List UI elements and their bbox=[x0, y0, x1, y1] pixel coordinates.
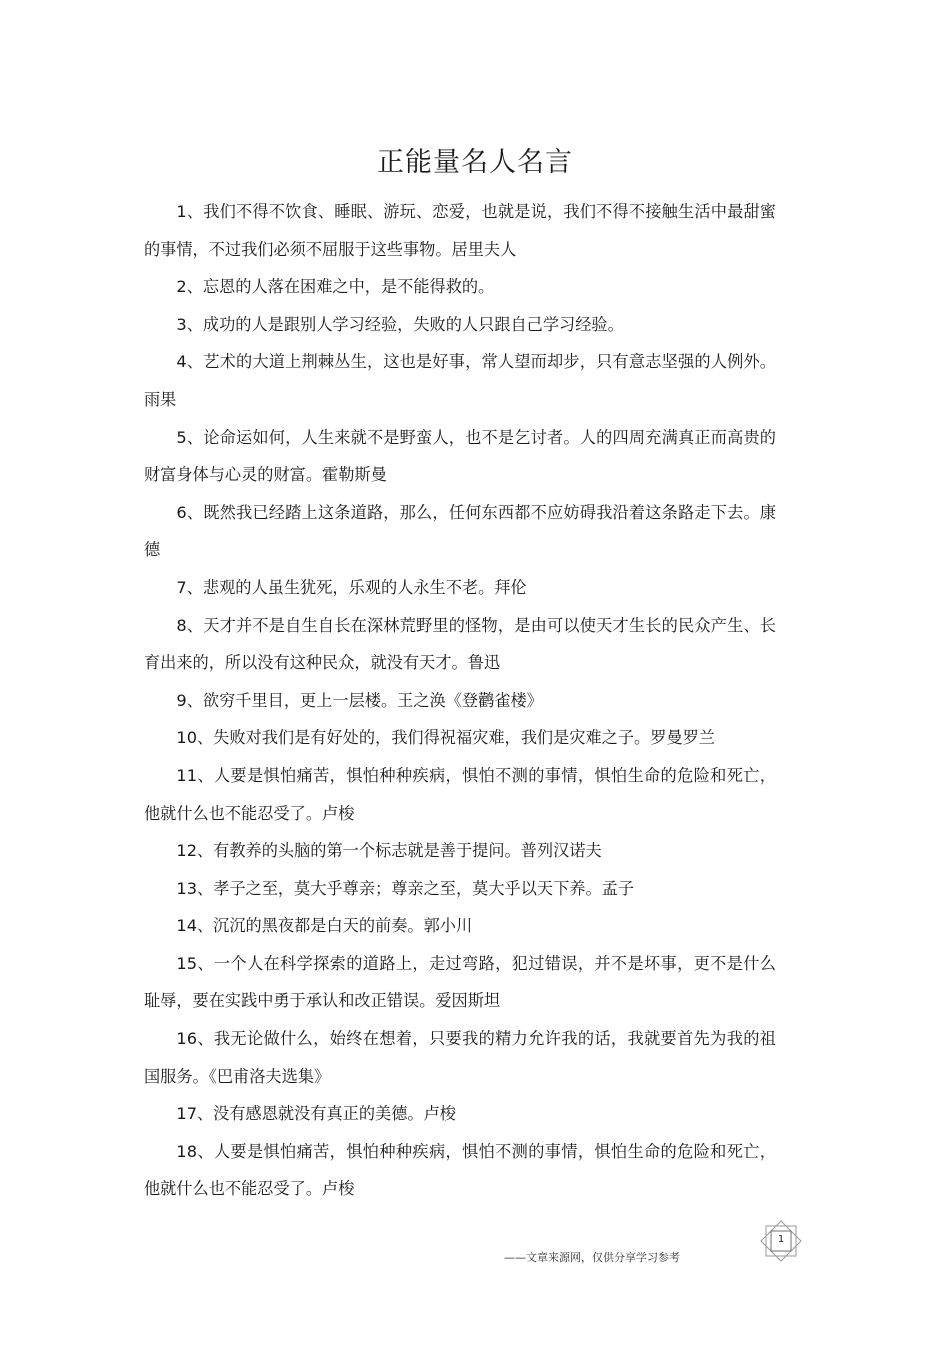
quote-item: 4、艺术的大道上荆棘丛生，这也是好事，常人望而却步，只有意志坚强的人例外。雨果 bbox=[144, 352, 776, 409]
quote-item: 15、一个人在科学探索的道路上，走过弯路，犯过错误，并不是坏事，更不是什么耻辱，要在实践中勇于承认和改正错误。爱因斯坦 bbox=[144, 953, 776, 1011]
quote-item: 9、欲穷千里目，更上一层楼。王之涣《登鹳雀楼》 bbox=[176, 690, 543, 710]
quote-item: 10、失败对我们是有好处的，我们得祝福灾难，我们是灾难之子。罗曼罗兰 bbox=[176, 728, 715, 748]
quote-item: 2、忘恩的人落在困难之中，是不能得救的。 bbox=[176, 277, 495, 297]
footer-note: ——文章来源网，仅供分享学习参考 bbox=[504, 1251, 680, 1264]
quote-list bbox=[144, 193, 776, 1208]
quote-item: 17、没有感恩就没有真正的美德。卢梭 bbox=[176, 1104, 456, 1124]
quote-item: 18、人要是惧怕痛苦，惧怕种种疾病，惧怕不测的事情，惧怕生命的危险和死亡，他就什么也不能忍受了。卢梭 bbox=[144, 1141, 776, 1199]
quote-item: 7、悲观的人虽生犹死，乐观的人永生不老。拜伦 bbox=[176, 577, 527, 597]
quote-item: 3、成功的人是跟别人学习经验，失败的人只跟自己学习经验。 bbox=[176, 314, 624, 334]
quote-item: 5、论命运如何，人生来就不是野蛮人，也不是乞讨者。人的四周充满真正而高贵的财富身体与心灵的财富。霍勒斯曼 bbox=[144, 427, 776, 485]
quote-item: 14、沉沉的黑夜都是白天的前奏。郭小川 bbox=[176, 916, 473, 936]
page-title: 正能量名人名言 bbox=[377, 147, 573, 178]
page-number: 1 bbox=[777, 1234, 785, 1245]
quote-item: 6、既然我已经踏上这条道路，那么，任何东西都不应妨碍我沿着这条路走下去。康德 bbox=[144, 502, 776, 560]
quote-item: 1、我们不得不饮食、睡眠、游玩、恋爱，也就是说，我们不得不接触生活中最甜蜜的事情，不过我们必须不屈服于这些事物。居里夫人 bbox=[144, 202, 776, 259]
quote-item: 8、天才并不是自生自长在深林荒野里的怪物，是由可以使天才生长的民众产生、长育出来的，所以没有这种民众，就没有天才。鲁迅 bbox=[144, 615, 776, 673]
quote-item: 16、我无论做什么，始终在想着，只要我的精力允许我的话，我就要首先为我的祖国服务。《巴甫洛夫选集》 bbox=[144, 1029, 776, 1086]
quote-item: 12、有教养的头脑的第一个标志就是善于提问。普列汉诺夫 bbox=[176, 841, 602, 861]
quote-item: 11、人要是惧怕痛苦，惧怕种种疾病，惧怕不测的事情，惧怕生命的危险和死亡，他就什么也不能忍受了。卢梭 bbox=[144, 765, 776, 823]
quote-item: 13、孝子之至，莫大乎尊亲；尊亲之至，莫大乎以天下养。孟子 bbox=[176, 878, 635, 898]
